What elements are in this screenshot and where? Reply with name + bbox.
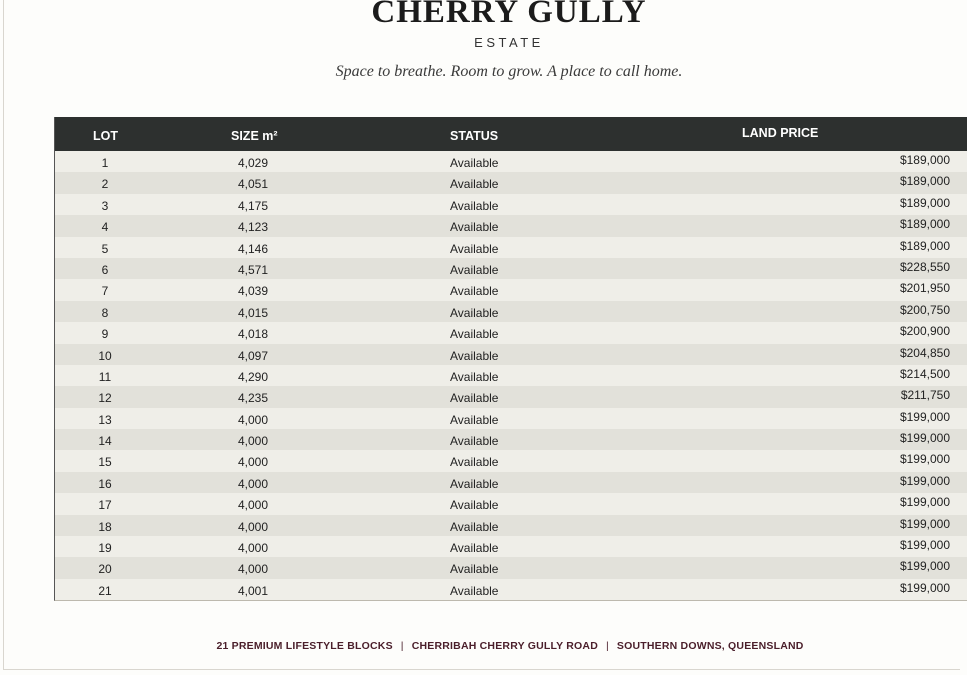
footer-separator: |	[605, 640, 609, 652]
table-row	[55, 301, 967, 322]
cell-price: $199,000	[899, 452, 950, 467]
cell-lot: 6	[101, 262, 109, 277]
table-row	[55, 408, 967, 429]
table-row	[55, 258, 967, 279]
cell-status: Available	[450, 434, 499, 449]
cell-size: 4,290	[238, 369, 269, 384]
cell-price: $199,000	[899, 559, 950, 574]
cell-price: $199,000	[899, 580, 950, 595]
cell-lot: 9	[101, 327, 109, 342]
cell-lot: 7	[101, 284, 109, 299]
estate-subtitle: ESTATE	[474, 35, 544, 50]
cell-size: 4,051	[238, 177, 269, 192]
cell-size: 4,000	[238, 519, 269, 534]
cell-size: 4,175	[238, 198, 269, 213]
cell-status: Available	[450, 455, 499, 470]
cell-size: 4,000	[238, 498, 269, 513]
cell-price: $199,000	[899, 516, 950, 531]
cell-status: Available	[450, 284, 499, 299]
cell-status: Available	[450, 562, 499, 577]
footer	[0, 640, 967, 652]
table-body	[55, 151, 967, 600]
cell-price: $200,900	[899, 324, 950, 339]
cell-price: $189,000	[899, 153, 950, 167]
cell-lot: 2	[101, 177, 109, 192]
cell-price: $201,950	[899, 281, 950, 296]
cell-price: $204,850	[899, 345, 950, 360]
table-row	[55, 536, 967, 557]
cell-status: Available	[450, 519, 499, 534]
cell-lot: 10	[98, 348, 112, 363]
cell-size: 4,000	[238, 562, 269, 577]
cell-price: $199,000	[899, 495, 950, 510]
cell-status: Available	[450, 498, 499, 513]
cell-size: 4,000	[238, 455, 269, 470]
footer-blocks: 21 PREMIUM LIFESTYLE BLOCKS	[216, 640, 393, 652]
cell-size: 4,001	[238, 583, 269, 598]
column-header-lot: LOT	[93, 129, 118, 143]
table-row	[55, 429, 967, 450]
cell-size: 4,123	[238, 220, 269, 235]
cell-size: 4,097	[238, 348, 269, 363]
cell-lot: 4	[101, 220, 109, 235]
cell-lot: 21	[98, 583, 112, 598]
cell-status: Available	[450, 220, 499, 235]
lot-price-table	[54, 117, 967, 601]
table-row	[55, 515, 967, 536]
estate-title: CHERRY GULLY	[371, 0, 647, 30]
cell-price: $200,750	[899, 302, 950, 317]
cell-status: Available	[450, 369, 499, 384]
cell-lot: 5	[101, 241, 109, 256]
cell-price: $199,000	[899, 409, 950, 424]
cell-status: Available	[450, 305, 499, 320]
cell-status: Available	[450, 262, 499, 277]
table-header	[55, 117, 967, 151]
footer-region: SOUTHERN DOWNS, QUEENSLAND	[616, 640, 804, 652]
cell-status: Available	[450, 198, 499, 213]
table-row	[55, 237, 967, 258]
cell-status: Available	[450, 177, 499, 192]
cell-lot: 12	[98, 391, 112, 406]
table-row	[55, 557, 967, 578]
footer-road: CHERRIBAH CHERRY GULLY ROAD	[411, 640, 598, 652]
column-header-size: SIZE m²	[231, 129, 278, 143]
cell-status: Available	[450, 476, 499, 491]
cell-lot: 20	[98, 562, 112, 577]
cell-lot: 16	[98, 476, 112, 491]
tagline: Space to breathe. Room to grow. A place to call home.	[335, 63, 683, 80]
cell-status: Available	[450, 348, 499, 363]
cell-price: $189,000	[899, 238, 950, 253]
cell-size: 4,029	[238, 156, 269, 170]
cell-lot: 11	[98, 369, 112, 384]
cell-price: $189,000	[899, 174, 950, 189]
cell-size: 4,000	[238, 412, 269, 427]
footer-separator: |	[400, 640, 404, 652]
cell-lot: 13	[98, 412, 112, 427]
table-row	[55, 151, 967, 172]
cell-size: 4,235	[238, 391, 269, 406]
table-row	[55, 493, 967, 514]
cell-price: $199,000	[899, 473, 950, 488]
cell-size: 4,000	[238, 541, 269, 556]
cell-size: 4,018	[238, 327, 269, 342]
table-row	[55, 194, 967, 215]
cell-size: 4,015	[238, 305, 269, 320]
cell-size: 4,039	[238, 284, 269, 299]
column-header-price: LAND PRICE	[742, 126, 819, 140]
cell-lot: 8	[101, 305, 109, 320]
table-row	[55, 579, 967, 600]
cell-size: 4,000	[238, 434, 269, 449]
cell-price: $199,000	[899, 431, 950, 446]
table-row	[55, 279, 967, 300]
cell-lot: 18	[98, 519, 112, 534]
cell-price: $214,500	[899, 366, 950, 381]
cell-price: $189,000	[899, 217, 950, 232]
cell-lot: 14	[98, 434, 112, 449]
cell-status: Available	[450, 241, 499, 256]
table-row	[55, 450, 967, 471]
cell-lot: 17	[98, 498, 112, 513]
table-row	[55, 472, 967, 493]
cell-status: Available	[450, 327, 499, 342]
cell-status: Available	[450, 156, 499, 170]
cell-price: $228,550	[899, 259, 950, 274]
column-header-status: STATUS	[450, 129, 499, 143]
cell-lot: 3	[101, 198, 109, 213]
cell-size: 4,571	[238, 262, 269, 277]
table-row	[55, 322, 967, 343]
cell-status: Available	[450, 412, 499, 427]
cell-lot: 15	[98, 455, 112, 470]
cell-price: $199,000	[899, 538, 950, 553]
table-row	[55, 386, 967, 407]
table-row	[55, 365, 967, 386]
cell-price: $211,750	[900, 388, 950, 403]
cell-size: 4,000	[238, 476, 269, 491]
table-row	[55, 172, 967, 193]
table-row	[55, 215, 967, 236]
cell-status: Available	[450, 391, 499, 406]
cell-lot: 19	[98, 541, 112, 556]
cell-price: $189,000	[899, 195, 950, 210]
cell-lot: 1	[101, 156, 109, 170]
table-row	[55, 344, 967, 365]
cell-status: Available	[450, 541, 499, 556]
cell-status: Available	[450, 583, 499, 598]
cell-size: 4,146	[238, 241, 269, 256]
